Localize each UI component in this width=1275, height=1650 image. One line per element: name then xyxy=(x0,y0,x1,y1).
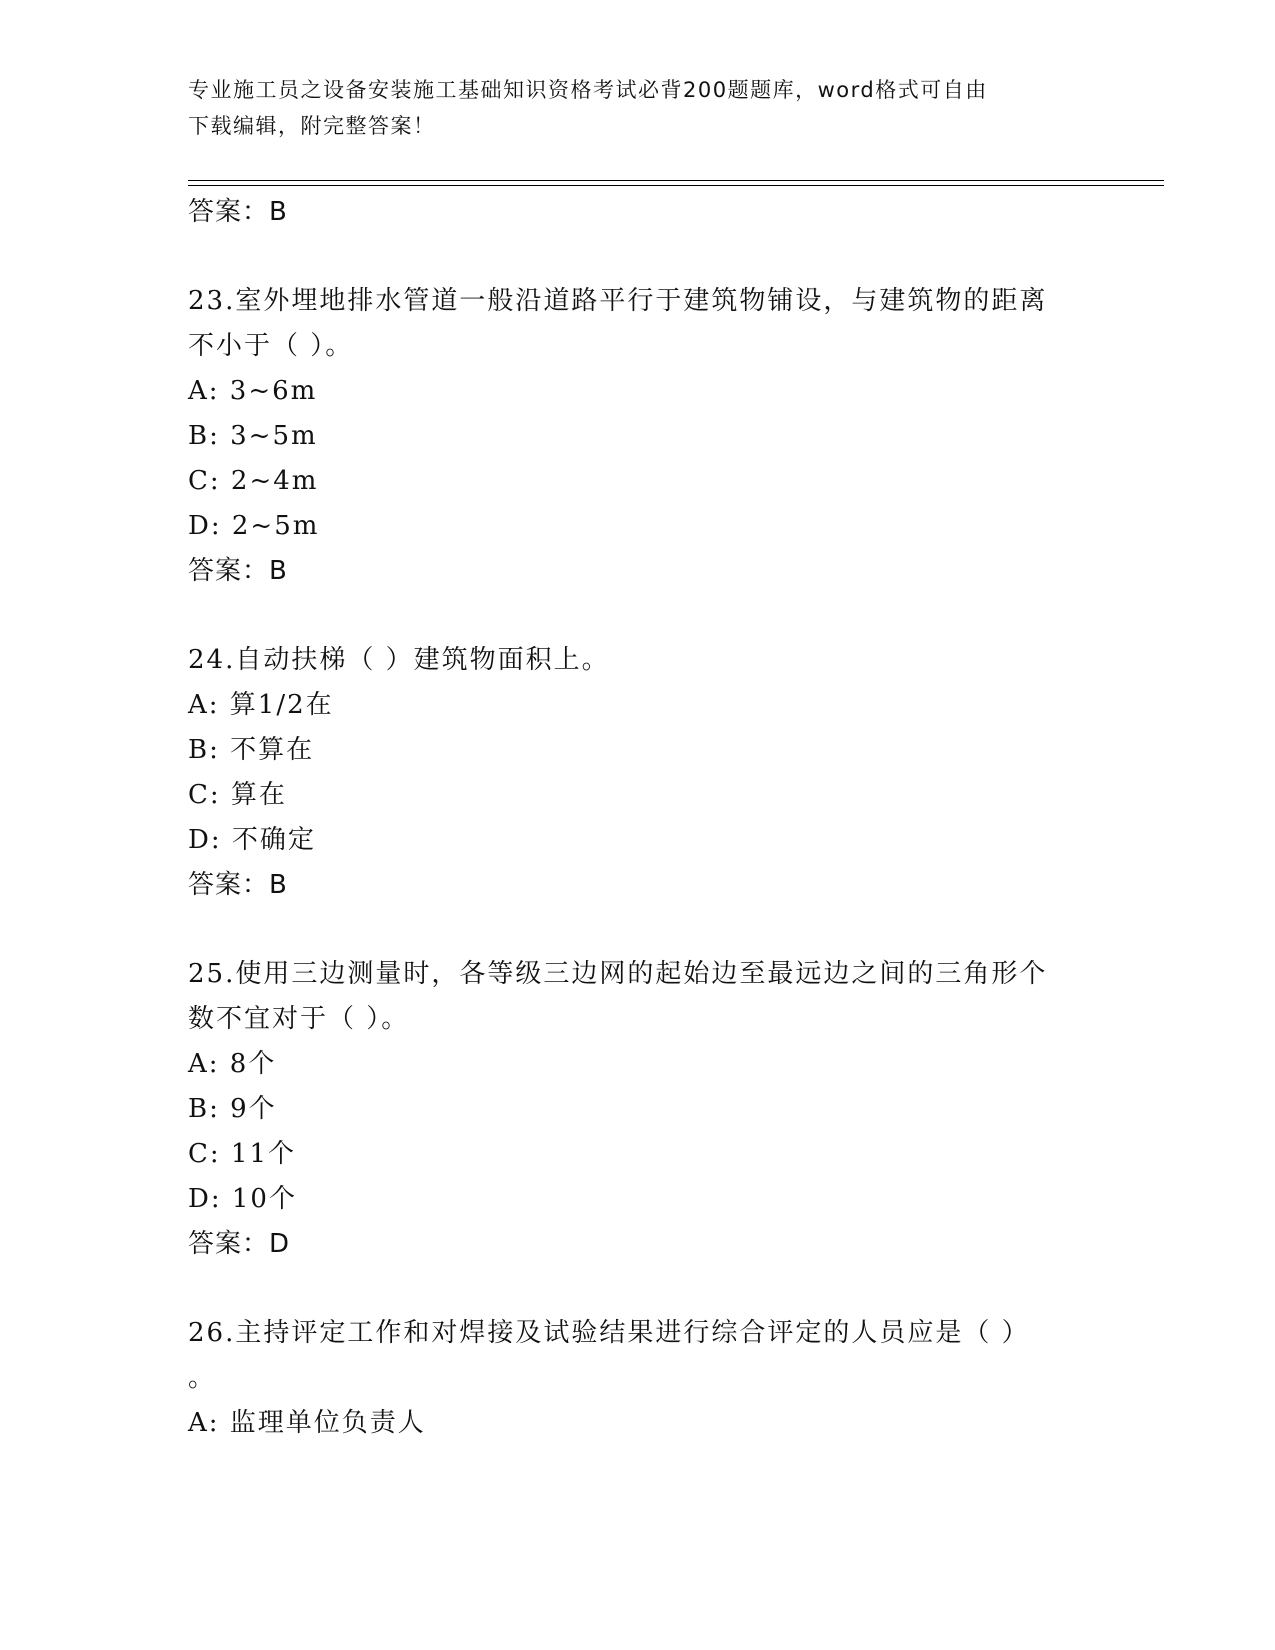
document-header xyxy=(188,72,1088,144)
answer: 答案：D xyxy=(188,1229,291,1259)
option-b: B: 9个 xyxy=(188,1094,277,1124)
option-a: A: 监理单位负责人 xyxy=(188,1408,426,1438)
option-c: C: 11个 xyxy=(188,1139,297,1169)
option-c: C: 算在 xyxy=(188,780,287,810)
question-text-line: 23.室外埋地排水管道一般沿道路平行于建筑物铺设，与建筑物的距离 xyxy=(188,286,1048,316)
question-text-line: 24.自动扶梯（ ）建筑物面积上。 xyxy=(188,645,610,675)
question-23 xyxy=(188,279,1088,369)
option-a: A: 算1/2在 xyxy=(188,690,334,720)
question-text-line: 。 xyxy=(188,1363,217,1393)
header-divider-bottom xyxy=(188,185,1164,186)
option-d: D: 10个 xyxy=(188,1184,297,1214)
option-a: A: 3~6m xyxy=(188,376,318,406)
option-d: D: 不确定 xyxy=(188,825,316,855)
option-c: C: 2~4m xyxy=(188,466,319,496)
question-list xyxy=(188,190,1088,1446)
header-line-2: 下载编辑，附完整答案！ xyxy=(188,114,436,138)
question-text-line: 25.使用三边测量时，各等级三边网的起始边至最远边之间的三角形个 xyxy=(188,959,1048,989)
question-text-line: 不小于（ ）。 xyxy=(188,331,354,361)
option-d: D: 2~5m xyxy=(188,511,320,541)
question-26 xyxy=(188,1311,1088,1401)
question-number: 23. xyxy=(188,286,236,316)
answer: 答案：B xyxy=(188,870,288,900)
question-number: 26. xyxy=(188,1318,236,1348)
header-line-1: 专业施工员之设备安装施工基础知识资格考试必背200题题库，word格式可自由 xyxy=(188,78,988,102)
question-24 xyxy=(188,638,1088,683)
question-number: 25. xyxy=(188,959,236,989)
question-number: 24. xyxy=(188,645,236,675)
question-text-line: 数不宜对于（ ）。 xyxy=(188,1004,410,1034)
option-a: A: 8个 xyxy=(188,1049,277,1079)
option-b: B: 不算在 xyxy=(188,735,315,765)
question-text-line: 26.主持评定工作和对焊接及试验结果进行综合评定的人员应是（ ） xyxy=(188,1318,1030,1348)
header-divider-top xyxy=(188,180,1164,181)
option-b: B: 3~5m xyxy=(188,421,318,451)
previous-answer: 答案：B xyxy=(188,197,288,227)
answer: 答案：B xyxy=(188,556,288,586)
question-25 xyxy=(188,952,1088,1042)
